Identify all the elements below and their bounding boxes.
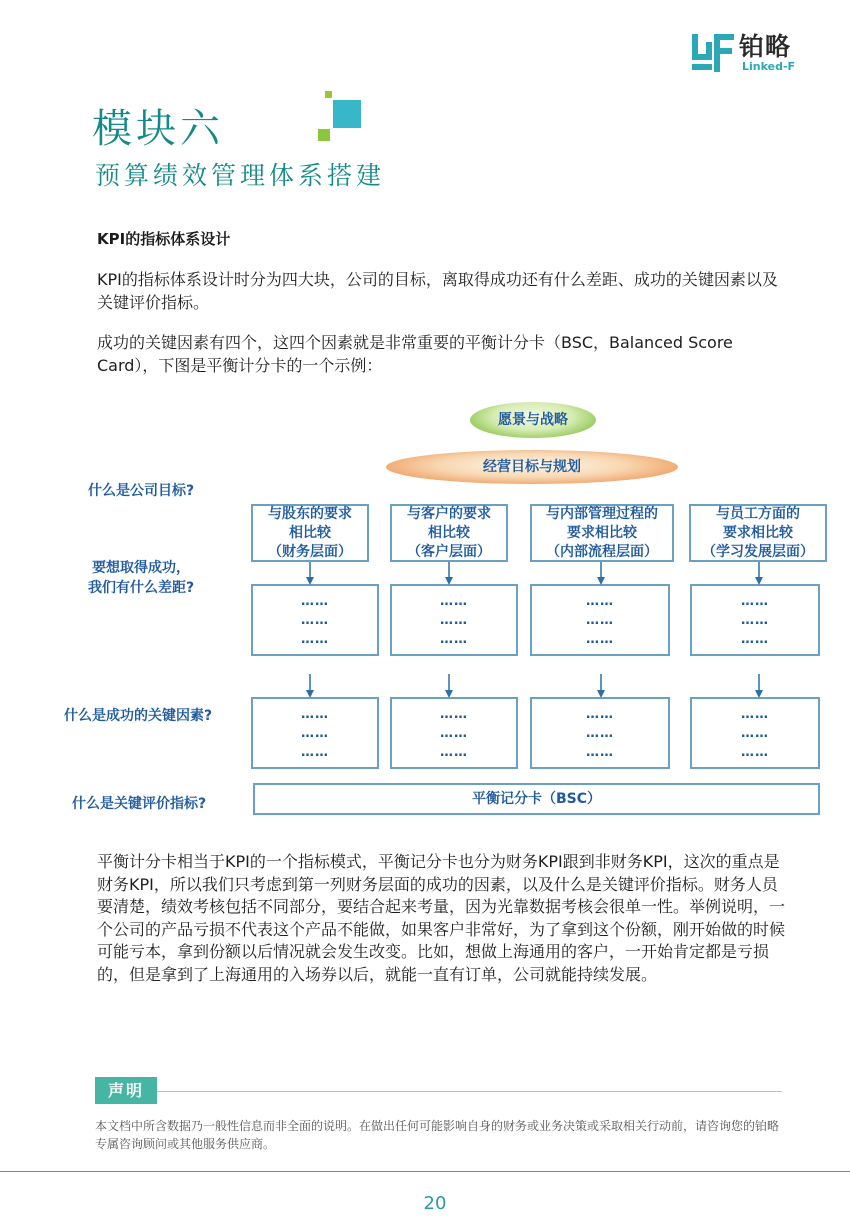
placeholder-dots: …… xyxy=(741,612,769,628)
business-plan-ellipse: 经营目标与规划 xyxy=(386,450,678,484)
placeholder-dots: …… xyxy=(301,631,329,647)
ksf-box-learning-growth xyxy=(690,697,820,769)
placeholder-dots: …… xyxy=(586,706,614,722)
decor-square xyxy=(325,91,332,98)
placeholder-dots: …… xyxy=(301,593,329,609)
placeholder-dots: …… xyxy=(301,744,329,760)
placeholder-dots: …… xyxy=(440,593,468,609)
module-title: 模块六 xyxy=(92,106,224,152)
placeholder-dots: …… xyxy=(440,631,468,647)
placeholder-dots: …… xyxy=(741,631,769,647)
column-learning-growth xyxy=(689,504,827,562)
placeholder-dots: …… xyxy=(741,725,769,741)
column-line: （财务层面） xyxy=(268,543,352,560)
placeholder-dots: …… xyxy=(440,612,468,628)
ksf-box-customer xyxy=(390,697,518,769)
ksf-box-financial xyxy=(251,697,379,769)
column-internal-process xyxy=(530,504,674,562)
bsc-box: 平衡记分卡（BSC） xyxy=(253,783,820,815)
column-line: 相比较 xyxy=(289,524,331,541)
question-key-success-factors: 什么是成功的关键因素? xyxy=(64,708,213,724)
footer-divider xyxy=(0,1171,850,1172)
vision-strategy-ellipse: 愿景与战略 xyxy=(470,402,596,438)
placeholder-dots: …… xyxy=(301,612,329,628)
brand-name-en: Linked-F xyxy=(742,60,796,73)
page-number: 20 xyxy=(423,1193,447,1214)
column-line: 要求相比较 xyxy=(567,524,637,541)
placeholder-dots: …… xyxy=(586,593,614,609)
placeholder-dots: …… xyxy=(301,725,329,741)
column-line: （学习发展层面） xyxy=(702,543,814,560)
placeholder-dots: …… xyxy=(440,706,468,722)
column-financial xyxy=(251,504,369,562)
statement-divider xyxy=(157,1091,782,1092)
placeholder-dots: …… xyxy=(741,593,769,609)
placeholder-dots: …… xyxy=(586,744,614,760)
column-line: 相比较 xyxy=(428,524,470,541)
column-line: 与客户的要求 xyxy=(407,505,491,522)
paragraph-bsc: 成功的关键因素有四个，这四个因素就是非常重要的平衡计分卡（BSC，Balanced Score Card），下图是平衡计分卡的一个示例： xyxy=(97,333,733,375)
placeholder-dots: …… xyxy=(440,725,468,741)
column-line: （客户层面） xyxy=(407,543,491,560)
column-line: 要求相比较 xyxy=(723,524,793,541)
gap-box-customer xyxy=(390,584,518,656)
column-line: （内部流程层面） xyxy=(546,543,658,560)
linked-f-logo xyxy=(692,32,810,74)
column-line: 与员工方面的 xyxy=(716,505,800,522)
statement-label: 声明 xyxy=(95,1077,157,1104)
gap-box-learning-growth xyxy=(690,584,820,656)
question-gap xyxy=(88,558,194,598)
column-line: 与内部管理过程的 xyxy=(546,505,658,522)
brand-name-cn: 铂略 xyxy=(739,32,792,61)
gap-box-financial xyxy=(251,584,379,656)
ksf-box-internal-process xyxy=(530,697,670,769)
paragraph-explanation: 平衡计分卡相当于KPI的一个指标模式，平衡记分卡也分为财务KPI跟到非财务KPI，这次的重点是财务KPI，所以我们只考虑到第一列财务层面的成功的因素，以及什么是关键评价指标。财务人员要清楚，绩效考核包括不同部分，要结合起来考量，因为光靠数据考核会很单一性。举例说明，一个公司的产品亏损不代表这个产品不能做，如果客户非常好，为了拿到这个份额，刚开始做的时候可能亏本，拿到份额以后情况就会发生改变。比如，想做上海通用的客户，一开始肯定都是亏损的，但是拿到了上海通用的入场券以后，就能一直有订单，公司就能持续发展。 xyxy=(97,852,786,984)
placeholder-dots: …… xyxy=(586,725,614,741)
question-gap-line1: 要想取得成功， xyxy=(92,560,191,576)
gap-box-internal-process xyxy=(530,584,670,656)
placeholder-dots: …… xyxy=(301,706,329,722)
placeholder-dots: …… xyxy=(586,612,614,628)
placeholder-dots: …… xyxy=(586,631,614,647)
statement-text: 本文档中所含数据乃一般性信息而非全面的说明。在做出任何可能影响自身的财务或业务决策或采取相关行动前，请咨询您的铂略专属咨询顾问或其他服务供应商。 xyxy=(95,1119,780,1151)
question-kpi: 什么是关键评价指标? xyxy=(72,796,207,812)
decor-square xyxy=(318,129,330,141)
question-company-goal: 什么是公司目标? xyxy=(88,483,195,499)
section-heading: KPI的指标体系设计 xyxy=(97,230,231,248)
module-subtitle: 预算绩效管理体系搭建 xyxy=(95,161,386,190)
column-line: 与股东的要求 xyxy=(268,505,352,522)
linked-f-logo-icon xyxy=(692,34,734,72)
placeholder-dots: …… xyxy=(741,744,769,760)
question-gap-line2: 我们有什么差距? xyxy=(88,580,195,596)
placeholder-dots: …… xyxy=(741,706,769,722)
placeholder-dots: …… xyxy=(440,744,468,760)
column-customer xyxy=(390,504,508,562)
paragraph-intro: KPI的指标体系设计时分为四大块，公司的目标，离取得成功还有什么差距、成功的关键因素以及关键评价指标。 xyxy=(97,270,778,312)
decor-square xyxy=(333,100,361,128)
